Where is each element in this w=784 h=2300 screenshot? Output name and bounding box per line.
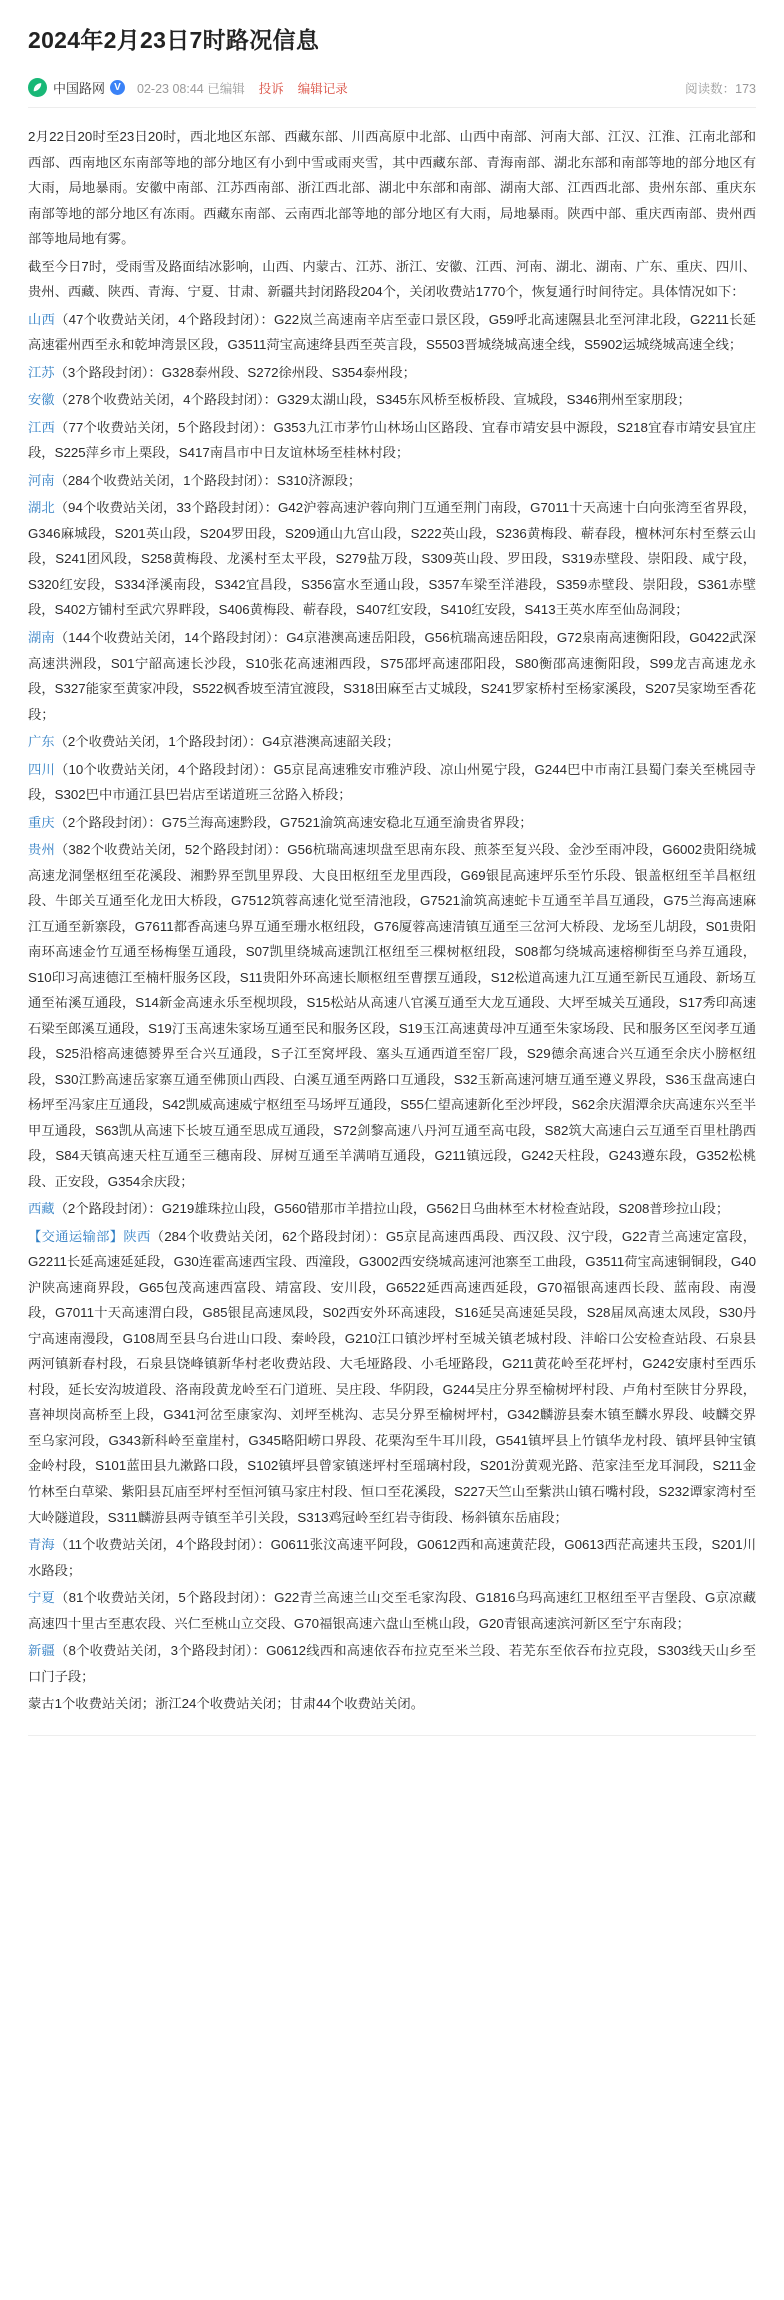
region-label: 青海 xyxy=(28,1537,55,1553)
paragraph-text: （2个路段封闭）：G219雄珠拉山段，G560错那市羊措拉山段，G562日乌曲林至木材检查站段，S208普珍拉山段； xyxy=(54,1201,730,1217)
paragraph xyxy=(28,124,756,252)
paragraph xyxy=(28,254,756,305)
region-label: 四川 xyxy=(28,761,56,777)
paragraph-text: 2月22日20时至23日20时，西北地区东部、西藏东部、川西高原中北部、山西中南部、河南大部、江汉、江淮、江南北部和西部、西南地区东南部等地的部分地区有小到中雪或雨夹雪，其中西藏东部、青海南部、湖北东部和南部等地的部分地区有大雨，局地暴雨。安徽中南部、江苏西南部、浙江西北部、湖北中东部和南部、湖南大部、江西西北部、贵州东部、重庆东南部等地的部分地区有冻雨。西藏东南部、云南西北部等地的部分地区有大雨，局地暴雨。陕西中部、重庆西南部、贵州西部等地局地有雾。 xyxy=(28,129,756,247)
source-name[interactable]: 中国路网 xyxy=(53,81,106,97)
paragraph-text: （8个收费站关闭，3个路段封闭）：G0612线西和高速依吞布拉克至米兰段、若芜东至依吞布拉克段，S303线天山乡至口门子段； xyxy=(28,1643,756,1684)
edit-history-link[interactable]: 编辑记录 xyxy=(297,81,348,96)
paragraph xyxy=(28,837,756,1194)
paragraph xyxy=(28,1691,756,1717)
paragraph xyxy=(28,495,756,623)
region-label: 河南 xyxy=(28,472,55,488)
paragraph xyxy=(28,757,756,808)
region-label: 西藏 xyxy=(28,1201,55,1217)
paragraph xyxy=(28,307,756,358)
paragraph-text: （11个收费站关闭，4个路段封闭）：G0611张汶高速平阿段，G0612西和高速黄茫段，G0613西茫高速共玉段，S201川水路段； xyxy=(28,1537,756,1578)
paragraph-text: （144个收费站关闭，14个路段封闭）：G4京港澳高速岳阳段，G56杭瑞高速岳阳段，G72泉南高速衡阳段，G0422武深高速洪洲段，S01宁韶高速长沙段，S10张花高速湘西段，S75邵坪高速邵阳段，S80衡邵高速衡阳段，S99龙吉高速龙永段，S327能家至黄家冲段，S522枫香坡至清宜渡段，S318田麻至古丈城段，S241罗家桥村至杨家溪段，S207吴家坳至香花段； xyxy=(28,629,756,722)
paragraph xyxy=(28,1585,756,1636)
page-title: 2024年2月23日7时路况信息 xyxy=(28,27,320,53)
region-label: 重庆 xyxy=(28,814,55,830)
publish-timestamp: 02-23 08:44 已编辑 xyxy=(137,81,245,96)
region-label: 宁夏 xyxy=(28,1590,56,1606)
region-label: 【交通运输部】陕西 xyxy=(28,1228,151,1244)
read-count: 阅读数：173 xyxy=(685,81,756,96)
bottom-divider xyxy=(28,1735,756,1736)
paragraph xyxy=(28,415,756,466)
paragraph-text: （94个收费站关闭，33个路段封闭）：G42沪蓉高速沪蓉向荆门互通至荆门南段，G7011十天高速十白向张湾至省界段，G346麻城段，S201英山段，S204罗田段，S209通山九宫山段，S222英山段，S236黄梅段、蕲春段，檀林河东村至蔡云山段，S241团风段，S258黄梅段、龙溪村至太平段，S279盐万段，S309英山段、罗田段，S319赤壁段、崇阳段、咸宁段，S320红安段，S334泽溪南段，S342宜昌段，S356富水至通山段，S357车梁至洋港段，S359赤壁段、崇阳段，S361赤壁段，S402方铺村至武穴界畔段，S406黄梅段、蕲春段，S407红安段，S410红安段，S413王英水库至仙岛洞段； xyxy=(28,500,756,618)
paragraph-text: （284个收费站关闭，62个路段封闭）：G5京昆高速西禹段、西汉段、汉宁段，G22青兰高速定富段，G2211长延高速延延段，G30连霍高速西宝段、西潼段，G3002西安绕城高速河池寨至工曲段，G3511荷宝高速铜铜段，G40沪陕高速商界段，G65包茂高速西富段、靖富段、安川段，G6522延西高速西延段，G70福银高速西长段、蓝南段、南漫段，G7011十天高速渭白段，G85银昆高速凤段，S02西安外环高速段，S16延吴高速延吴段，S28届凤高速太凤段，S30丹宁高速南漫段，G108周至县乌台进山口段、秦岭段，G210江口镇沙坪村至城关镇老城村段、沣峪口公安检查站段、石泉县两河镇新春村段，石泉县饶峰镇新华村老收费站段、大毛垭路段、小毛垭路段，G211黄花岭至花坪村，G242安康村至西乐村段，延长安沟坡道段、洛南段黄龙岭至石门道班、吴庄段、华阴段，G244吴庄分界至榆树坪村段、卢角村至陕甘分界段，喜神坝岗高桥至上段，G341河岔至康家沟、刘坪至桃沟、志吴分界至榆树坪村，G342麟游县秦木镇至麟水界段、岐麟交界至乌家河段，G343新科岭至童崖村，G345略阳崂口界段、花栗沟至牛耳川段，G541镇坪县上竹镇华龙村段、镇坪县钟宝镇金岭村段，S101蓝田县九漱路口段，S102镇坪县曾家镇迷坪村至瑶璃村段，S201汾黄观光路、范家洼至龙耳洞段，S211金竹林至白草梁、紫阳县瓦庙至坪村至恒河镇马家庄村段、恒口至花溪段，S227天竺山至紫洪山镇石嘴村段，S232谭家湾村至大岭隧道段，S311麟游县两寺镇至羊引关段，S313鸡冠岭至红岩寺街段、杨斜镇东岳庙段； xyxy=(28,1228,756,1525)
region-label: 山西 xyxy=(28,311,56,327)
report-link[interactable]: 投诉 xyxy=(258,81,284,96)
paragraph-text: （278个收费站关闭，4个路段封闭）：G329太湖山段，S345东风桥至板桥段、宣城段，S346荆州至家朋段； xyxy=(54,392,691,408)
paragraph xyxy=(28,1224,756,1530)
region-label: 江西 xyxy=(28,419,56,435)
region-label: 安徽 xyxy=(28,392,55,408)
paragraph xyxy=(28,1196,756,1222)
paragraph-text: （47个收费站关闭，4个路段封闭）：G22岚兰高速南辛店至壶口景区段，G59呼北高速隰县北至河津北段，G2211长延高速霍州西至永和乾坤湾景区段，G3511菏宝高速绛县西至英言段，S5503晋城绕城高速全线，S5902运城绕城高速全线； xyxy=(28,311,756,353)
paragraph-text: 蒙古1个收费站关闭；浙江24个收费站关闭；甘肃44个收费站关闭。 xyxy=(28,1696,424,1712)
paragraph-text: 截至今日7时，受雨雪及路面结冰影响，山西、内蒙古、江苏、浙江、安徽、江西、河南、湖北、湖南、广东、重庆、四川、贵州、西藏、陕西、青海、宁夏、甘肃、新疆共封闭路段204个，关闭收费站1770个，恢复通行时间待定。具体情况如下： xyxy=(28,258,756,300)
source-avatar-icon xyxy=(28,78,47,97)
paragraph-text: （77个收费站关闭，5个路段封闭）：G353九江市茅竹山林场山区路段、宜春市靖安县中源段，S218宜春市靖安县宜庄段，S225萍乡市上栗段，S417南昌市中日友谊林场至桂林村段； xyxy=(28,419,756,461)
paragraph-text: （10个收费站关闭，4个路段封闭）：G5京昆高速雅安市雅泸段、凉山州冕宁段，G244巴中市南江县蜀门秦关至桃园寺段，S302巴中市通江县巴岩店至诺道班三岔路入桥段； xyxy=(28,761,756,803)
paragraph-text: （2个收费站关闭，1个路段封闭）：G4京港澳高速韶关段； xyxy=(54,734,400,750)
paragraph xyxy=(28,1532,756,1583)
region-label: 新疆 xyxy=(28,1643,56,1659)
paragraph xyxy=(28,625,756,727)
paragraph-text: （81个收费站关闭，5个路段封闭）：G22青兰高速兰山交至毛家沟段、G1816乌玛高速红卫枢纽至平吉堡段、G京凉藏高速四十里古至惠农段、兴仁至桃山立交段、G70福银高速六盘山至桃山段，G20青银高速滨河新区至宁东南段； xyxy=(28,1590,757,1631)
paragraph xyxy=(28,810,756,836)
article-body xyxy=(28,108,756,1716)
paragraph-text: （382个收费站关闭，52个路段封闭）：G56杭瑞高速坝盘至思南东段、煎茶至复兴段、金沙至雨冲段，G6002贵阳绕城高速龙洞堡枢纽至花溪段、湘黔界至凯里界段、大良田枢纽至龙里西段，G69银昆高速坪乐至竹乐段、银盖枢纽至羊昌枢纽段、牛郎关互通至化龙田大桥段，G7512筑蓉高速化觉至清池段，G7521渝筑高速蛇卡互通至羊昌互通段，G75兰海高速麻江互通至新寨段，G7611都香高速乌界互通至珊水枢纽段，G76厦蓉高速清镇互通至三岔河大桥段、龙场至儿胡段，S01贵阳南环高速金竹互通至杨梅堡互通段，S07凯里绕城高速凯江枢纽至三棵树枢纽段，S08都匀绕城高速榕柳街至乌养互通段，S10印习高速德江至楠杆服务区段，S11贵阳外环高速长顺枢纽至曹摆互通段，S12松道高速九江互通至新民互通段、新场互通至祐溪互通段，S14新金高速永乐至枧坝段，S15松站从高速八官溪互通至大龙互通段、大坪至城关互通段，S17秀印高速石梁至郎溪互通段，S19汀玉高速朱家场互通至民和服务区段，S19玉江高速黄母冲互通至朱家场段、民和服务区至闵孝互通段，S25沿榕高速德赟界至合兴互通段，S子江至窝坪段、塞头互通西道至窑厂段，S29德余高速合兴互通至余庆小膀枢纽段，S30江黔高速岳家寨互通至佛顶山西段、白溪互通至两路口互通段，S32玉新高速河塘互通至遵义界段，S36玉盘高速白杨坪至冯家庄互通段，S42凯威高速威宁枢纽至马场坪互通段，S55仁望高速新化至沙坪段，S62余庆湄潭余庆高速东兴至半甲互通段，S63凯从高速下长坡互通至思成互通段，S72剑黎高速八丹河互通至高屯段，S82筑大高速白云互通至百里杜鹃西段，S84天镇高速天柱互通至三穗南段、屏树互通至羊满哨互通段，G211镇远段，G242天柱段，G243遵东段，G352松桃段、正安段，G354余庆段； xyxy=(28,842,756,1189)
region-label: 广东 xyxy=(28,734,55,750)
paragraph-text: （2个路段封闭）：G75兰海高速黔段，G7521渝筑高速安稳北互通至渝贵省界段； xyxy=(54,814,533,830)
verified-badge-icon: V xyxy=(110,80,125,95)
paragraph xyxy=(28,360,756,386)
paragraph-text: （284个收费站关闭，1个路段封闭）：S310济源段； xyxy=(54,472,362,488)
paragraph xyxy=(28,729,756,755)
paragraph-text: （3个路段封闭）：G328泰州段、S272徐州段、S354泰州段； xyxy=(54,364,416,380)
region-label: 贵州 xyxy=(28,842,55,858)
region-label: 湖南 xyxy=(28,629,55,645)
region-label: 湖北 xyxy=(28,500,55,516)
paragraph xyxy=(28,387,756,413)
article-meta-bar xyxy=(28,72,756,108)
paragraph xyxy=(28,468,756,494)
region-label: 江苏 xyxy=(28,364,55,380)
paragraph xyxy=(28,1638,756,1689)
